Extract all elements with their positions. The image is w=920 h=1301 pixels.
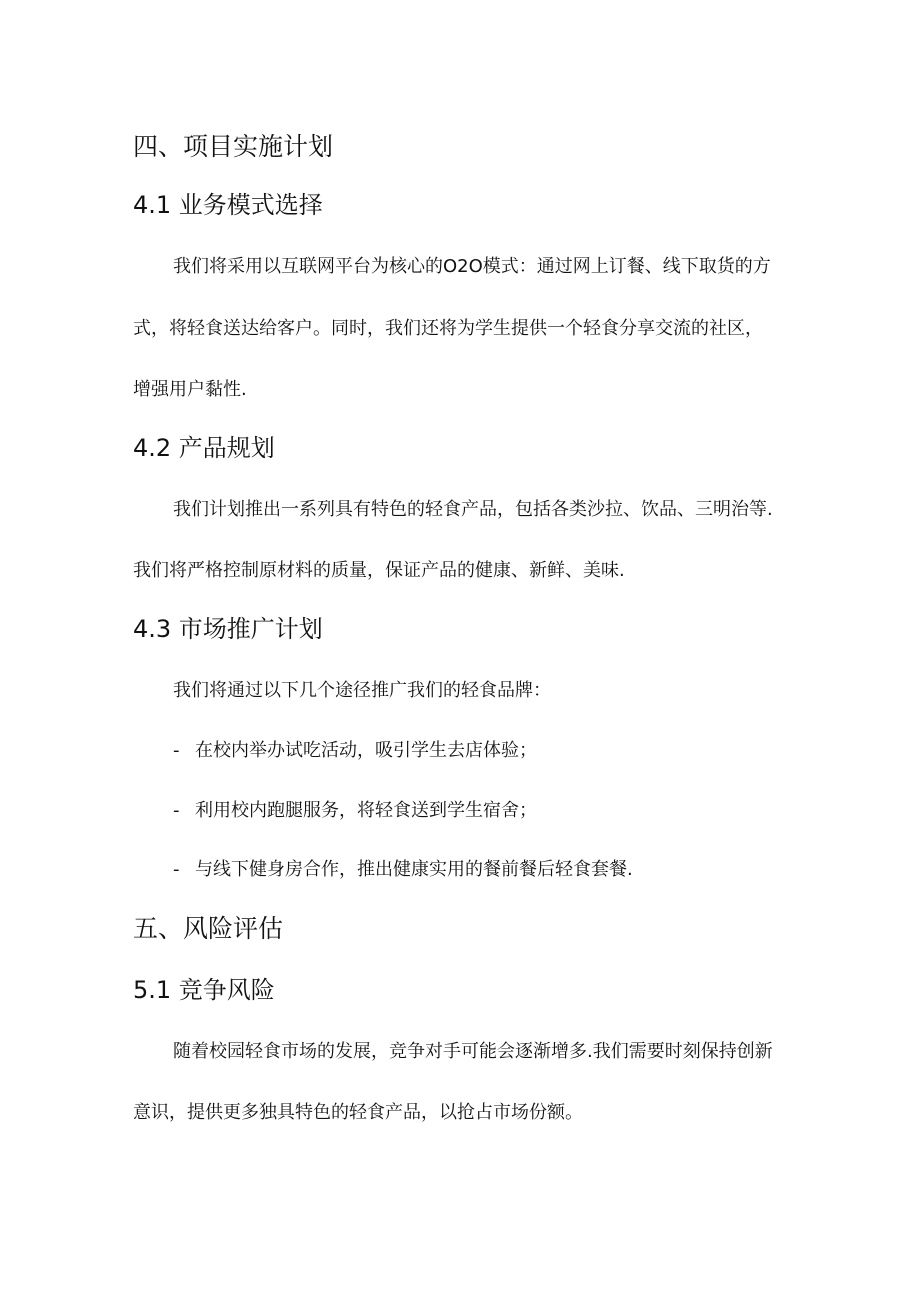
list-item-text: 与线下健身房合作，推出健康实用的餐前餐后轻食套餐.	[195, 859, 633, 880]
bullet-dash: -	[173, 800, 180, 821]
list-item	[173, 802, 537, 820]
paragraph-line: 增强用户黏性.	[133, 379, 247, 400]
paragraph-line: 我们计划推出一系列具有特色的轻食产品，包括各类沙拉、饮品、三明治等.	[173, 499, 773, 520]
section-heading-4-2: 4.2 产品规划	[133, 434, 275, 462]
paragraph-line: 意识，提供更多独具特色的轻食产品，以抢占市场份额。	[133, 1102, 583, 1123]
paragraph-line: 我们将采用以互联网平台为核心的O2O模式：通过网上订餐、线下取货的方	[173, 256, 771, 277]
list-item-text: 在校内举办试吃活动，吸引学生去店体验；	[195, 740, 537, 761]
bullet-dash: -	[173, 859, 180, 880]
paragraph-line: 随着校园轻食市场的发展，竞争对手可能会逐渐增多.我们需要时刻保持创新	[173, 1041, 773, 1062]
chapter-heading-4: 四、项目实施计划	[133, 132, 334, 161]
section-heading-4-3: 4.3 市场推广计划	[133, 615, 323, 643]
list-item-text: 利用校内跑腿服务，将轻食送到学生宿舍；	[195, 800, 537, 821]
chapter-heading-5: 五、风险评估	[133, 914, 284, 943]
paragraph-line: 式，将轻食送达给客户。同时，我们还将为学生提供一个轻食分享交流的社区，	[133, 318, 763, 339]
section-heading-5-1: 5.1 竞争风险	[133, 976, 275, 1004]
bullet-dash: -	[173, 740, 180, 761]
paragraph-line: 我们将严格控制原材料的质量，保证产品的健康、新鲜、美味.	[133, 560, 625, 581]
list-item	[173, 742, 537, 760]
paragraph-line: 我们将通过以下几个途径推广我们的轻食品牌：	[173, 680, 551, 701]
list-item	[173, 861, 633, 879]
section-heading-4-1: 4.1 业务模式选择	[133, 191, 323, 219]
